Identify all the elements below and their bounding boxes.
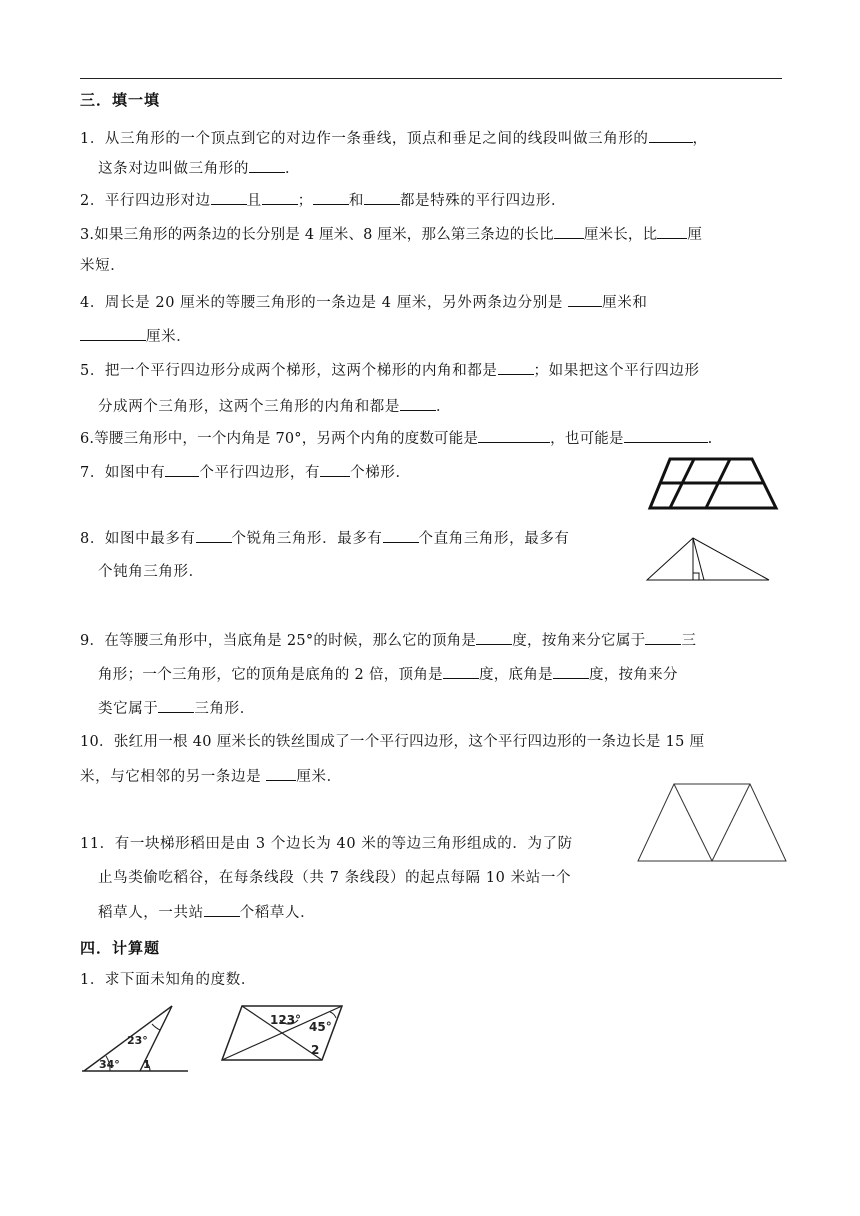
answer-blank[interactable]: [158, 698, 194, 713]
question-10-text: 米，与它相邻的另一条边是: [80, 769, 262, 785]
question-8-text: 8．如图中最多有: [80, 531, 196, 547]
question-9-line-2: [98, 664, 678, 685]
answer-blank[interactable]: [624, 428, 708, 443]
question-6-text: ，也可能是: [550, 431, 624, 447]
section-4-question-1: 1．求下面未知角的度数．: [80, 972, 256, 988]
question-5-text: 5．把一个平行四边形分成两个梯形，这两个梯形的内角和都是: [80, 363, 498, 379]
punctuation: ；: [297, 193, 313, 209]
question-4-text: 厘米．: [146, 329, 192, 345]
answer-blank[interactable]: [266, 766, 296, 781]
question-2: [80, 190, 566, 211]
question-7-text: 个梯形．: [350, 465, 411, 481]
question-2-text: 都是特殊的平行四边形．: [399, 193, 567, 209]
question-3-line-1: [80, 224, 702, 245]
question-8-line-2: 个钝角三角形．: [98, 564, 204, 580]
question-7: [80, 462, 411, 483]
angle-label-23: 23°: [127, 1034, 148, 1047]
punctuation: ，: [692, 131, 708, 147]
question-1-text: 1．从三角形的一个顶点到它的对边作一条垂线，顶点和垂足之间的线段叫做三角形的: [80, 131, 649, 147]
question-1-text-2: 这条对边叫做三角形的: [98, 161, 249, 177]
question-9-text: 度，底角是: [478, 667, 553, 683]
question-9-text: 三: [681, 633, 697, 649]
question-11-line-2: 止鸟类偷吃稻谷，在每条线段（共 7 条线段）的起点每隔 10 米站一个: [98, 870, 572, 886]
answer-blank[interactable]: [400, 396, 436, 411]
question-4-line-2: [80, 326, 191, 347]
question-11-line-1: 11．有一块梯形稻田是由 3 个边长为 40 米的等边三角形组成的．为了防: [80, 836, 573, 852]
answer-blank[interactable]: [211, 190, 247, 205]
section-heading-fill-in: 三．填一填: [80, 91, 161, 109]
angle-label-2: 2: [311, 1043, 320, 1057]
question-9-text: 9．在等腰三角形中，当底角是 25°的时候，那么它的顶角是: [80, 633, 477, 649]
answer-blank[interactable]: [249, 158, 285, 173]
question-8-line-1: [80, 528, 570, 549]
answer-blank[interactable]: [498, 360, 534, 375]
answer-blank[interactable]: [478, 428, 550, 443]
question-1-line-2: [98, 158, 300, 179]
question-1-line-1: [80, 128, 708, 149]
question-7-text: 7．如图中有: [80, 465, 166, 481]
angle-label-1: 1: [143, 1058, 151, 1071]
question-9-line-3: [98, 698, 255, 719]
figure-parallelogram-trapezoid: [648, 456, 778, 512]
question-3-text: 3.如果三角形的两条边的长分别是 4 厘米、8 厘米，那么第三条边的长比: [80, 227, 554, 243]
question-5-line-1: [80, 360, 700, 381]
punctuation: ．: [436, 399, 452, 415]
answer-blank[interactable]: [196, 528, 232, 543]
figure-triangle-altitude: [646, 536, 770, 582]
question-7-text: 个平行四边形，有: [199, 465, 321, 481]
angle-label-34: 34°: [99, 1058, 120, 1071]
question-4-text: 厘米和: [602, 295, 648, 311]
section-heading-calculation: 四．计算题: [80, 939, 161, 957]
answer-blank[interactable]: [568, 292, 602, 307]
answer-blank[interactable]: [476, 630, 512, 645]
answer-blank[interactable]: [313, 190, 349, 205]
question-3-text: 厘米长，比: [583, 227, 658, 243]
question-10-text: 厘米．: [296, 769, 342, 785]
question-10-line-1: 10．张红用一根 40 厘米长的铁丝围成了一个平行四边形，这个平行四边形的一条边长是 15 厘: [80, 734, 705, 750]
question-4-line-1: [80, 292, 647, 313]
question-2-text: 2．平行四边形对边: [80, 193, 211, 209]
question-11-text: 稻草人，一共站: [98, 905, 204, 921]
question-5-line-2: [98, 396, 451, 417]
question-6-text: 6.等腰三角形中，一个内角是 70°，另两个内角的度数可能是: [80, 431, 479, 447]
question-10-line-2: [80, 766, 342, 787]
angle-label-123: 123°: [270, 1013, 302, 1027]
question-11-text: 个稻草人．: [239, 905, 316, 921]
answer-blank[interactable]: [80, 326, 146, 341]
answer-blank[interactable]: [443, 664, 479, 679]
answer-blank[interactable]: [649, 128, 693, 143]
question-9-line-1: [80, 630, 696, 651]
punctuation: .: [707, 431, 713, 447]
question-11-line-3: [98, 902, 315, 923]
answer-blank[interactable]: [320, 462, 350, 477]
question-9-text: 度，按角来分它属于: [512, 633, 646, 649]
question-8-text: 个直角三角形，最多有: [418, 531, 570, 547]
answer-blank[interactable]: [364, 190, 400, 205]
question-9-text: 度，按角来分: [588, 667, 678, 683]
question-5-text: 分成两个三角形，这两个三角形的内角和都是: [98, 399, 400, 415]
figure-trapezoid-three-triangles: [636, 782, 788, 864]
answer-blank[interactable]: [165, 462, 199, 477]
question-9-text: 三角形．: [194, 701, 255, 717]
question-3-text: 厘: [687, 227, 703, 243]
question-6: [80, 428, 712, 449]
question-9-text: 类它属于: [98, 701, 159, 717]
answer-blank[interactable]: [204, 902, 240, 917]
answer-blank[interactable]: [645, 630, 681, 645]
answer-blank[interactable]: [553, 664, 589, 679]
question-2-text: 且: [246, 193, 262, 209]
question-9-text: 角形；一个三角形，它的顶角是底角的 2 倍，顶角是: [98, 667, 443, 683]
question-8-text: 个锐角三角形．最多有: [231, 531, 383, 547]
question-2-text: 和: [348, 193, 364, 209]
top-rule: [80, 78, 782, 79]
answer-blank[interactable]: [262, 190, 298, 205]
punctuation: ．: [285, 161, 301, 177]
question-3-line-2: 米短．: [80, 258, 126, 274]
answer-blank[interactable]: [657, 224, 687, 239]
answer-blank[interactable]: [554, 224, 584, 239]
figure-triangle-unknown-angle: [80, 1004, 190, 1074]
figure-parallelogram-unknown-angle: [220, 1004, 344, 1062]
angle-label-45: 45°: [309, 1020, 332, 1034]
question-4-text: 4．周长是 20 厘米的等腰三角形的一条边是 4 厘米，另外两条边分别是: [80, 295, 563, 311]
question-5-text: ；如果把这个平行四边形: [533, 363, 700, 379]
answer-blank[interactable]: [383, 528, 419, 543]
